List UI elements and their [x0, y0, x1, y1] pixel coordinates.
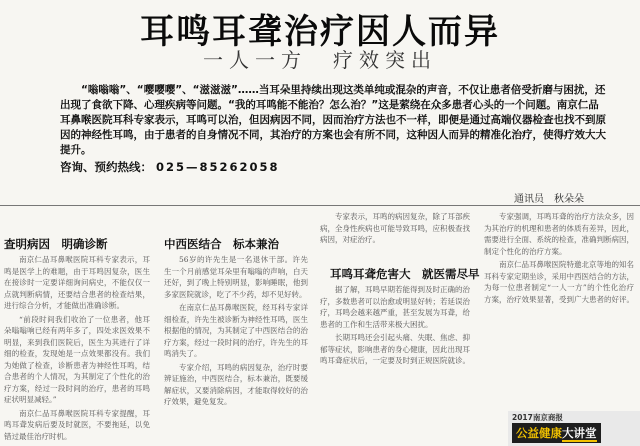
column-4-body: [484, 211, 634, 407]
hotline: [60, 159, 280, 175]
column-3-body: [320, 284, 470, 442]
column-1-heading: 查明病因 明确诊断: [4, 237, 108, 251]
footer-banner-part1: 公益: [516, 426, 539, 440]
column-1-paragraph: 南京仁品耳鼻喉医院耳科专家提醒，耳鸣耳聋发病后要及时就医，不要拖延，以免错过最佳治疗时机。: [4, 408, 150, 440]
column-1-paragraph: “前段时间我们收治了一位患者，他耳朵嗡嗡响已经有两年多了，四处求医效果不明显，来到我们医院后，医生为其进行了详细的检查，发现她是一点效果都没有。我们为她做了检查，诊断患者为神经性耳鸣，结合患者的个人情况，为其制定了个性化的治疗方案，经过一段时间的治疗，患者的耳鸣症状明显减轻。”: [4, 314, 150, 404]
divider: [0, 205, 640, 206]
column-1-body: [4, 254, 150, 440]
footer-banner-part3: 大讲堂: [562, 426, 597, 440]
column-3-paragraph: 据了解，耳鸣早期若能得到及时正确的治疗，多数患者可以治愈或明显好转；若延误治疗，耳鸣会越来越严重，甚至发展为耳聋，给患者的工作和生活带来极大困扰。: [320, 285, 470, 329]
column-3-top-body: [320, 211, 470, 263]
hotline-label: 咨询、预约热线：: [60, 160, 152, 174]
article-subtitle: 一人一方 疗效突出: [203, 48, 437, 72]
column-2-paragraph: 专家介绍，耳鸣的病因复杂，治疗时要辨证施治，中西医结合，标本兼治，既要缓解症状，又要消除病因，才能取得较好的治疗效果，避免复发。: [164, 362, 308, 406]
article-intro: “嗡嗡嗡”、“嘤嘤嘤”、“滋滋滋”……当耳朵里持续出现这类单纯或混杂的声音，不仅让患者倍受折磨与困扰，还出现了食欲下降、心理疾病等问题。“我的耳鸣能不能治？怎么治？”这是萦绕在众多患者心头的一个问题。南京仁品耳鼻喉医院耳科专家表示，耳鸣可以治，但因病因不同，因而治疗方法也不一样，即便是通过高端仪器检查也找不到原因的神经性耳鸣，由于患者的自身情况不同，其治疗的方案也会有所不同，这种因人而异的精准化治疗，使得疗效大大提升。: [60, 84, 606, 156]
footer-banner: [512, 423, 601, 443]
column-4-paragraph: 专家强调，耳鸣耳聋的治疗方法众多，因为其治疗的机理和患者的体质有差异，因此，需要进行全面、系统的检查，准确判断病因，制定个性化的治疗方案。: [484, 212, 634, 256]
column-3-heading: 耳鸣耳聋危害大 就医需尽早: [330, 267, 480, 281]
byline: 通讯员 秋朵朵: [514, 194, 584, 205]
column-3-paragraph: 长期耳鸣还会引起头痛、失眠、焦虑、抑郁等症状，影响患者的身心健康，因此出现耳鸣耳聋症状后，一定要及时到正规医院就诊。: [320, 333, 470, 365]
column-2-paragraph: 56岁的许先生是一名退休干部。许先生一个月前感觉耳朵里有嗡嗡的声响，白天还好，到了晚上特别明显，影响睡眠，他到多家医院就诊，吃了不少药，却不见好转。: [164, 255, 308, 299]
column-logo: [508, 411, 640, 446]
column-1-paragraph: 南京仁品耳鼻喉医院耳科专家表示，耳鸣是医学上的难题，由于耳鸣因复杂，医生在接诊时一定要详细询问病史，不能仅仅一点就判断病情，还要结合患者的检查结果，进行综合分析，才能做出准确诊断。: [4, 255, 150, 310]
column-2-paragraph: 在南京仁品耳鼻喉医院，经耳科专家详细检查，许先生被诊断为神经性耳鸣，医生根据他的情况，为其制定了中西医结合的治疗方案，经过一段时间的治疗，许先生的耳鸣消失了。: [164, 303, 308, 358]
footer-banner-part2: 健康: [539, 426, 562, 440]
column-2-heading: 中西医结合 标本兼治: [164, 237, 279, 251]
column-4-paragraph: 南京仁品耳鼻喉医院特邀北京等地的知名耳科专家定期坐诊，采用中西医结合的方法，为每一位患者制定“一人一方”的个性化治疗方案，治疗效果显著，受到广大患者的好评。: [484, 260, 634, 304]
article-title: 耳鸣耳聋治疗因人而异: [140, 12, 500, 52]
footer-brand: 2017南京商报: [512, 413, 563, 422]
hotline-number: 025—85262058: [156, 160, 280, 174]
column-2-body: [164, 254, 308, 440]
column-3-paragraph: 专家表示，耳鸣的病因复杂，除了耳部疾病，全身性疾病也可能导致耳鸣，应积极查找病因，对症治疗。: [320, 212, 470, 244]
